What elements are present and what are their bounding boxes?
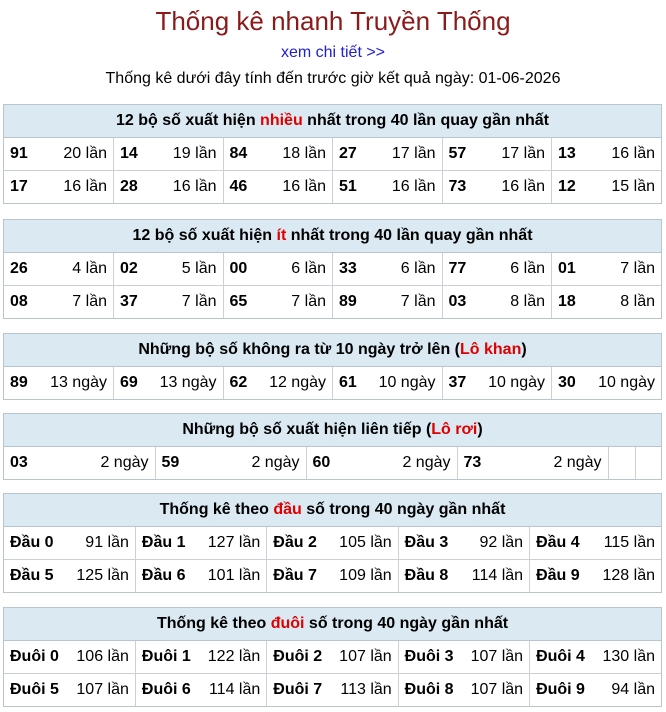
- dau-section: [3, 493, 662, 593]
- number-cell: 12 15 lần: [552, 171, 662, 204]
- dau-cell: Đầu 5 125 lần: [4, 560, 135, 593]
- section-title: Những bộ số xuất hiện liên tiếp (Lô rơi): [4, 414, 661, 447]
- dau-cell: Đầu 8 114 lần: [398, 560, 529, 593]
- number-cell: 30 10 ngày: [552, 367, 662, 399]
- number-cell: 17 16 lần: [4, 171, 114, 204]
- duoi-cell: Đuôi 6 114 lần: [135, 674, 266, 707]
- number-cell: 18 8 lần: [552, 286, 662, 319]
- duoi-cell: Đuôi 8 107 lần: [398, 674, 529, 707]
- number-cell: 57 17 lần: [442, 138, 552, 171]
- number-cell: 65 7 lần: [223, 286, 333, 319]
- number-cell: 69 13 ngày: [114, 367, 224, 399]
- section-title: 12 bộ số xuất hiện nhiều nhất trong 40 lần quay gần nhất: [4, 105, 661, 138]
- empty-cell: [635, 447, 661, 479]
- number-cell: 73 2 ngày: [457, 447, 608, 479]
- number-cell: 27 17 lần: [333, 138, 443, 171]
- number-cell: 60 2 ngày: [306, 447, 457, 479]
- page-subtitle: Thống kê dưới đây tính đến trước giờ kết quả ngày: 01-06-2026: [105, 70, 561, 87]
- duoi-cell: Đuôi 7 113 lần: [267, 674, 398, 707]
- number-cell: 00 6 lần: [223, 253, 333, 286]
- number-cell: 03 8 lần: [442, 286, 552, 319]
- dau-cell: Đầu 2 105 lần: [267, 527, 398, 560]
- highlight-word: Lô khan: [460, 341, 522, 358]
- most-frequent-table: [4, 138, 661, 203]
- lo-khan-section: [3, 333, 662, 400]
- dau-cell: Đầu 1 127 lần: [135, 527, 266, 560]
- section-title: Thống kê theo đuôi số trong 40 ngày gần nhất: [4, 608, 661, 641]
- page-title: Thống kê nhanh Truyền Thống: [155, 6, 511, 36]
- highlight-word: Lô rơi: [431, 421, 478, 438]
- number-cell: 14 19 lần: [114, 138, 224, 171]
- number-cell: 26 4 lần: [4, 253, 114, 286]
- number-cell: 46 16 lần: [223, 171, 333, 204]
- dau-table: [4, 527, 661, 592]
- highlight-word: nhiều: [260, 112, 303, 129]
- lo-khan-table: [4, 367, 661, 399]
- number-cell: 89 13 ngày: [4, 367, 114, 399]
- dau-cell: Đầu 7 109 lần: [267, 560, 398, 593]
- number-cell: 03 2 ngày: [4, 447, 155, 479]
- highlight-word: đầu: [273, 501, 302, 518]
- section-title: Những bộ số không ra từ 10 ngày trở lên (Lô khan): [4, 334, 661, 367]
- section-title: 12 bộ số xuất hiện ít nhất trong 40 lần quay gần nhất: [4, 220, 661, 253]
- dau-cell: Đầu 3 92 lần: [398, 527, 529, 560]
- duoi-cell: Đuôi 0 106 lần: [4, 641, 135, 674]
- most-frequent-section: [3, 104, 662, 204]
- number-cell: 08 7 lần: [4, 286, 114, 319]
- number-cell: 33 6 lần: [333, 253, 443, 286]
- duoi-cell: Đuôi 2 107 lần: [267, 641, 398, 674]
- number-cell: 01 7 lần: [552, 253, 662, 286]
- number-cell: 37 10 ngày: [442, 367, 552, 399]
- number-cell: 02 5 lần: [114, 253, 224, 286]
- lo-roi-table: [4, 447, 661, 479]
- duoi-cell: Đuôi 4 130 lần: [530, 641, 661, 674]
- number-cell: 28 16 lần: [114, 171, 224, 204]
- number-cell: 91 20 lần: [4, 138, 114, 171]
- least-frequent-table: [4, 253, 661, 318]
- dau-cell: Đầu 0 91 lần: [4, 527, 135, 560]
- duoi-cell: Đuôi 9 94 lần: [530, 674, 661, 707]
- duoi-cell: Đuôi 5 107 lần: [4, 674, 135, 707]
- dau-cell: Đầu 4 115 lần: [530, 527, 661, 560]
- number-cell: 84 18 lần: [223, 138, 333, 171]
- duoi-cell: Đuôi 1 122 lần: [135, 641, 266, 674]
- highlight-word: ít: [276, 227, 287, 244]
- number-cell: 62 12 ngày: [223, 367, 333, 399]
- number-cell: 59 2 ngày: [155, 447, 306, 479]
- dau-cell: Đầu 9 128 lần: [530, 560, 661, 593]
- number-cell: 77 6 lần: [442, 253, 552, 286]
- number-cell: 61 10 ngày: [333, 367, 443, 399]
- lo-roi-section: [3, 413, 662, 480]
- duoi-section: [3, 607, 662, 707]
- number-cell: 51 16 lần: [333, 171, 443, 204]
- duoi-cell: Đuôi 3 107 lần: [398, 641, 529, 674]
- least-frequent-section: [3, 219, 662, 319]
- empty-cell: [608, 447, 635, 479]
- number-cell: 89 7 lần: [333, 286, 443, 319]
- section-title: Thống kê theo đầu số trong 40 ngày gần nhất: [4, 494, 661, 527]
- highlight-word: đuôi: [270, 615, 305, 632]
- detail-link[interactable]: xem chi tiết >>: [280, 44, 386, 61]
- dau-cell: Đầu 6 101 lần: [135, 560, 266, 593]
- number-cell: 37 7 lần: [114, 286, 224, 319]
- number-cell: 13 16 lần: [552, 138, 662, 171]
- number-cell: 73 16 lần: [442, 171, 552, 204]
- duoi-table: [4, 641, 661, 706]
